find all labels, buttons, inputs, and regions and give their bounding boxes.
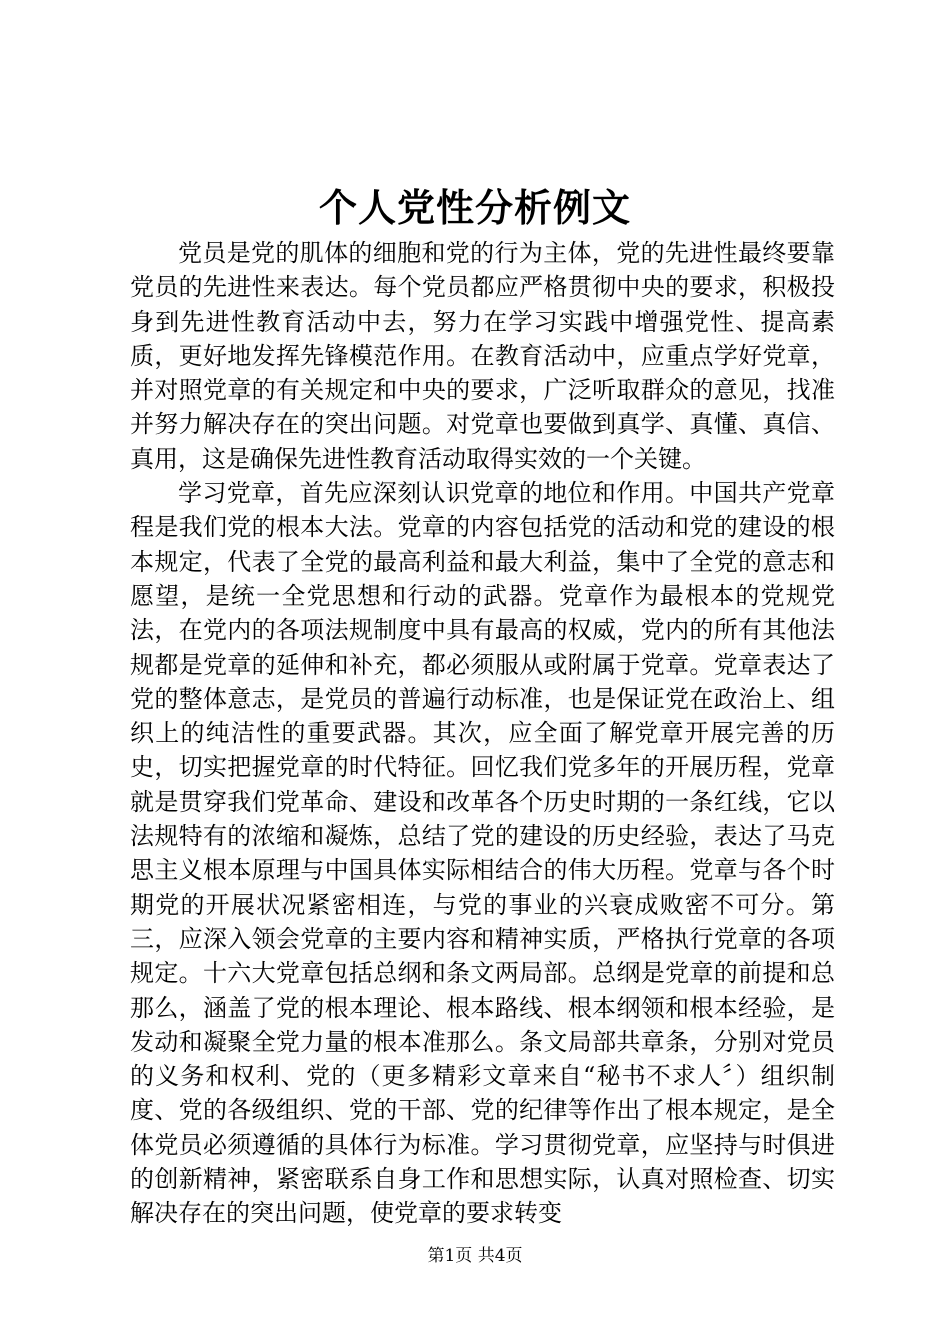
document-body (130, 236, 835, 1231)
document-title: 个人党性分析例文 (318, 185, 631, 230)
page-number: 第1页 共4页 (427, 1246, 523, 1266)
paragraph-2: 学习党章，首先应深刻认识党章的地位和作用。中国共产党章程是我们党的根本大法。党章的内容包括党的活动和党的建设的根本规定，代表了全党的最高利益和最大利益，集中了全党的意志和愿望，是统一全党思想和行动的武器。党章作为最根本的党规党法，在党内的各项法规制度中具有最高的权威，党内的所有其他法规都是党章的延伸和补充，都必须服从或附属于党章。党章表达了党的整体意志，是党员的普遍行动标准，也是保证党在政治上、组织上的纯洁性的重要武器。其次，应全面了解党章开展完善的历史，切实把握党章的时代特征。回忆我们党多年的开展历程，党章就是贯穿我们党革命、建设和改革各个历史时期的一条红线，它以法规特有的浓缩和凝炼，总结了党的建设的历史经验，表达了马克思主义根本原理与中国具体实际相结合的伟大历程。党章与各个时期党的开展状况紧密相连，与党的事业的兴衰成败密不可分。第三，应深入领会党章的主要内容和精神实质，严格执行党章的各项规定。十六大党章包括总纲和条文两局部。总纲是党章的前提和总那么，涵盖了党的根本理论、根本路线、根本纲领和根本经验，是发动和凝聚全党力量的根本准那么。条文局部共章条，分别对党员的义务和权利、党的（更多精彩文章来自“秘书不求人〞）组织制度、党的各级组织、党的干部、党的纪律等作出了根本规定，是全体党员必须遵循的具体行为标准。学习贯彻党章，应坚持与时俱进的创新精神，紧密联系自身工作和思想实际，认真对照检查、切实解决存在的突出问题，使党章的要求转变 (130, 479, 835, 1228)
paragraph-1: 党员是党的肌体的细胞和党的行为主体，党的先进性最终要靠党员的先进性来表达。每个党员都应严格贯彻中央的要求，积极投身到先进性教育活动中去，努力在学习实践中增强党性、提高素质，更好地发挥先锋模范作用。在教育活动中，应重点学好党章，并对照党章的有关规定和中央的要求，广泛听取群众的意见，找准并努力解决存在的突出问题。对党章也要做到真学、真懂、真信、真用，这是确保先进性教育活动取得实效的一个关键。 (130, 239, 835, 473)
